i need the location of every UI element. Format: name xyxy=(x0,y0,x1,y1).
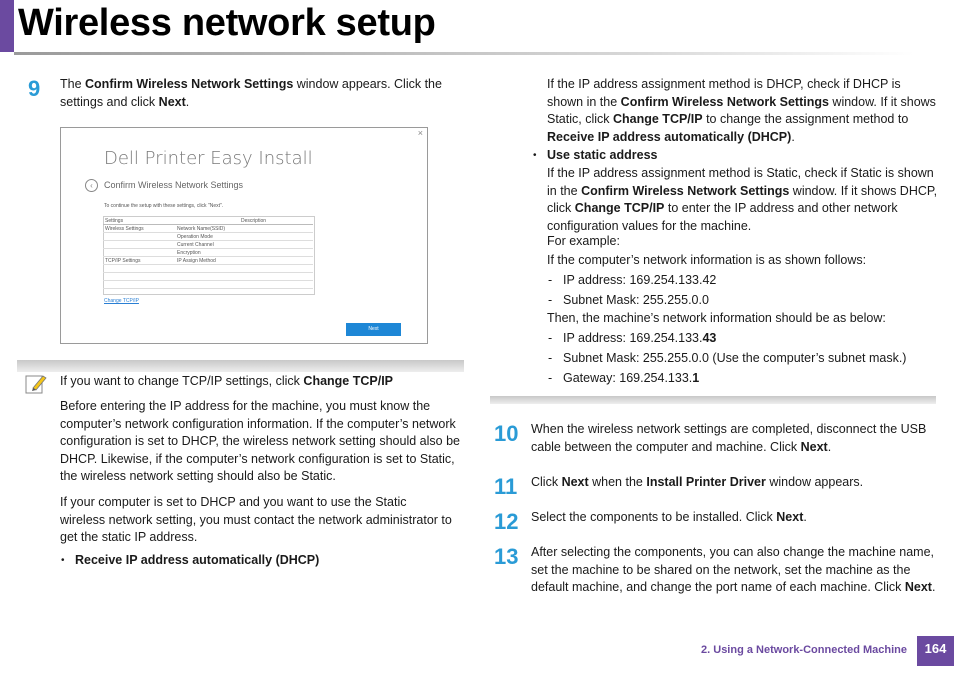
bullet-glyph: • xyxy=(61,555,65,566)
table-cell: Wireless Settings xyxy=(103,225,175,233)
step-12-text: Select the components to be installed. Click Next. xyxy=(531,510,807,524)
dhcp-bullet: Receive IP address automatically (DHCP) xyxy=(75,553,320,567)
table-cell xyxy=(175,265,313,273)
step-11-text: Click Next when the Install Printer Driver window appears. xyxy=(531,475,864,489)
machine-gateway: Gateway: 169.254.133.1 xyxy=(563,371,700,385)
page-title: Wireless network setup xyxy=(18,2,436,44)
machine-info-label: Then, the machine’s network information should be as below: xyxy=(547,311,886,325)
app-title: Dell Printer Easy Install xyxy=(104,148,313,169)
table-cell xyxy=(103,249,175,257)
header-rule xyxy=(14,52,914,55)
table-cell: Current Channel xyxy=(175,241,313,249)
step-number-13: 13 xyxy=(494,544,519,569)
footer-section: 2. Using a Network-Connected Machine xyxy=(701,644,907,656)
machine-mask: Subnet Mask: 255.255.0.0 (Use the computer’s subnet mask.) xyxy=(563,351,907,365)
dash: - xyxy=(548,371,553,385)
step-number-10: 10 xyxy=(494,421,519,446)
dash: - xyxy=(548,293,553,307)
table-cell xyxy=(103,241,175,249)
settings-table xyxy=(103,217,313,289)
table-cell: Encryption xyxy=(175,249,313,257)
step-9-text: The Confirm Wireless Network Settings window appears. Click the settings and click Next. xyxy=(60,77,442,109)
table-cell: TCP/IP Settings xyxy=(103,257,175,265)
step-number-11: 11 xyxy=(494,474,518,499)
machine-ip: IP address: 169.254.133.43 xyxy=(563,331,717,345)
page-number: 164 xyxy=(917,636,954,666)
step-number-12: 12 xyxy=(494,509,519,534)
dhcp-paragraph: If the IP address assignment method is DHCP, check if DHCP is shown in the Confirm Wireless Network Settings window. If it shows Static, click Change TCP/IP to change the assignment method to Receive IP address automatically (DHCP). xyxy=(547,77,936,144)
table-cell xyxy=(175,281,313,289)
note-line1: If you want to change TCP/IP settings, click Change TCP/IP xyxy=(60,374,394,388)
step-10-text: When the wireless network settings are completed, disconnect the USB cable between the computer and machine. Click Next. xyxy=(531,422,927,454)
example-label: For example: xyxy=(547,234,620,248)
table-cell xyxy=(103,281,175,289)
col-description: Description xyxy=(175,217,313,225)
header-accent-bar xyxy=(0,0,14,52)
note-pencil-icon xyxy=(25,373,47,395)
table-cell: Network Name(SSID) xyxy=(175,225,313,233)
dash: - xyxy=(548,331,553,345)
static-bullet: Use static address xyxy=(547,148,658,162)
col-settings: Settings xyxy=(103,217,175,225)
step-13-text: After selecting the components, you can also change the machine name, set the machine to be shared on the network, set the machine as the default machine, and change the port name of each machine. Click Next. xyxy=(531,545,936,594)
table-cell: Operation Mode xyxy=(175,233,313,241)
static-paragraph: If the IP address assignment method is Static, check if Static is shown in the Confirm Wireless Network Settings window. If it shows DHCP, click Change TCP/IP to enter the IP address and other network configuration values for the machine. xyxy=(547,166,938,233)
dash: - xyxy=(548,273,553,287)
table-cell: IP Assign Method xyxy=(175,257,313,265)
next-button[interactable]: Next xyxy=(346,323,401,336)
table-cell xyxy=(103,273,175,281)
note-paragraph-1: Before entering the IP address for the machine, you must know the computer’s network configuration information. If the computer’s network configuration is set to DHCP, the wireless network setting should also be DHCP. Likewise, if the computer’s network configuration is set to Static, the wireless network setting should also be Static. xyxy=(60,399,460,483)
step-number-9: 9 xyxy=(28,76,41,101)
table-cell xyxy=(103,265,175,273)
table-cell xyxy=(175,273,313,281)
screenshot-instruction: To continue the setup with these settings, click "Next". xyxy=(104,203,224,209)
table-cell xyxy=(103,233,175,241)
note-paragraph-2: If your computer is set to DHCP and you want to use the Static wireless network setting, you must contact the network administrator to get the static IP address. xyxy=(60,495,452,544)
computer-info-label: If the computer’s network information is as shown follows: xyxy=(547,253,867,267)
change-tcpip-link[interactable]: Change TCP/IP xyxy=(104,298,139,304)
back-icon: ‹ xyxy=(85,179,98,192)
note-bottom-bar xyxy=(490,396,936,404)
confirm-settings-screenshot xyxy=(60,127,428,344)
computer-mask: Subnet Mask: 255.255.0.0 xyxy=(563,293,709,307)
note-top-bar xyxy=(17,360,464,372)
computer-ip: IP address: 169.254.133.42 xyxy=(563,273,717,287)
screenshot-subtitle: Confirm Wireless Network Settings xyxy=(104,180,244,190)
close-icon: × xyxy=(417,128,423,138)
bullet-glyph: • xyxy=(533,150,537,161)
dash: - xyxy=(548,351,553,365)
